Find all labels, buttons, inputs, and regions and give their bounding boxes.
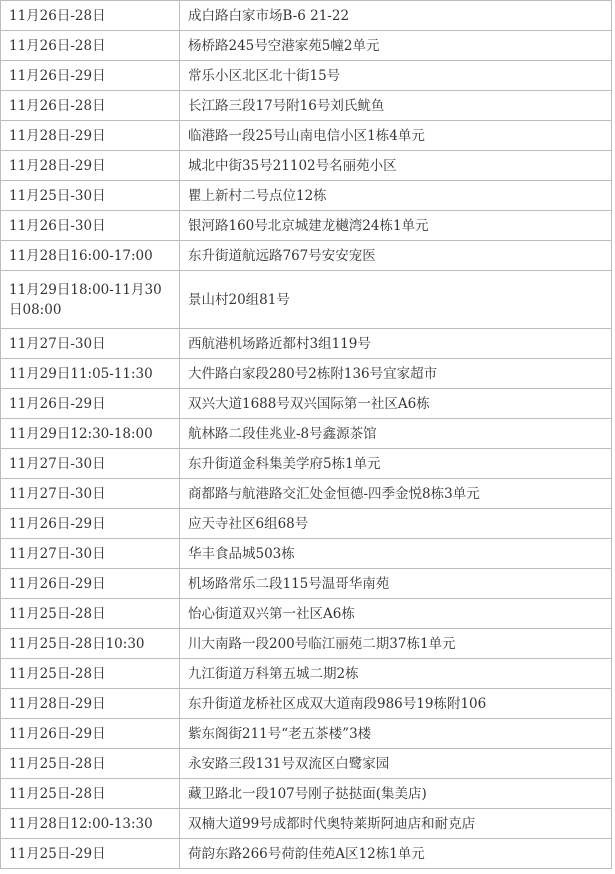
place-cell: 藏卫路北一段107号刚子挞挞面(集美店) <box>180 779 612 809</box>
date-cell: 11月29日18:00-11月30日08:00 <box>1 271 180 329</box>
place-cell: 银河路160号北京城建龙樾湾24栋1单元 <box>180 211 612 241</box>
date-cell: 11月26日-28日 <box>1 1 180 31</box>
place-cell: 成白路白家市场B-6 21-22 <box>180 1 612 31</box>
table-row <box>1 689 612 719</box>
date-cell: 11月27日-30日 <box>1 539 180 569</box>
date-cell: 11月25日-28日 <box>1 779 180 809</box>
place-cell: 大件路白家段280号2栋附136号宜家超市 <box>180 359 612 389</box>
date-cell: 11月28日-29日 <box>1 689 180 719</box>
place-cell: 应天寺社区6组68号 <box>180 509 612 539</box>
table-row <box>1 1 612 31</box>
place-cell: 杨桥路245号空港家苑5幢2单元 <box>180 31 612 61</box>
place-cell: 瞿上新村二号点位12栋 <box>180 181 612 211</box>
table-row <box>1 749 612 779</box>
date-cell: 11月26日-29日 <box>1 61 180 91</box>
place-cell: 川大南路一段200号临江丽苑二期37栋1单元 <box>180 629 612 659</box>
place-cell: 怡心街道双兴第一社区A6栋 <box>180 599 612 629</box>
table-row <box>1 31 612 61</box>
table-row <box>1 659 612 689</box>
place-cell: 荷韵东路266号荷韵佳苑A区12栋1单元 <box>180 839 612 869</box>
table-row <box>1 719 612 749</box>
date-cell: 11月29日12:30-18:00 <box>1 419 180 449</box>
place-cell: 机场路常乐二段115号温哥华南苑 <box>180 569 612 599</box>
date-cell: 11月26日-28日 <box>1 91 180 121</box>
place-cell: 临港路一段25号山南电信小区1栋4单元 <box>180 121 612 151</box>
date-cell: 11月26日-29日 <box>1 389 180 419</box>
table-row <box>1 61 612 91</box>
date-cell: 11月26日-29日 <box>1 719 180 749</box>
place-cell: 东升街道龙桥社区成双大道南段986号19栋附106 <box>180 689 612 719</box>
table-row <box>1 121 612 151</box>
date-cell: 11月27日-30日 <box>1 449 180 479</box>
table-row <box>1 181 612 211</box>
table-row <box>1 809 612 839</box>
date-cell: 11月25日-29日 <box>1 839 180 869</box>
table-row <box>1 539 612 569</box>
date-cell: 11月26日-29日 <box>1 509 180 539</box>
table-row <box>1 629 612 659</box>
place-cell: 西航港机场路近都村3组119号 <box>180 329 612 359</box>
table-row <box>1 271 612 329</box>
table-row <box>1 151 612 181</box>
date-cell: 11月28日12:00-13:30 <box>1 809 180 839</box>
table-row <box>1 509 612 539</box>
date-cell: 11月26日-29日 <box>1 569 180 599</box>
place-cell: 紫东阁街211号“老五茶楼”3楼 <box>180 719 612 749</box>
table-row <box>1 389 612 419</box>
table-row <box>1 599 612 629</box>
date-cell: 11月27日-30日 <box>1 329 180 359</box>
table-row <box>1 91 612 121</box>
table-row <box>1 479 612 509</box>
date-cell: 11月25日-28日 <box>1 659 180 689</box>
table-row <box>1 359 612 389</box>
date-cell: 11月25日-30日 <box>1 181 180 211</box>
date-cell: 11月26日-30日 <box>1 211 180 241</box>
table-row <box>1 779 612 809</box>
date-cell: 11月26日-28日 <box>1 31 180 61</box>
table-row <box>1 419 612 449</box>
place-cell: 城北中街35号21102号名丽苑小区 <box>180 151 612 181</box>
table-row <box>1 839 612 869</box>
place-cell: 双楠大道99号成都时代奥特莱斯阿迪店和耐克店 <box>180 809 612 839</box>
table-row <box>1 211 612 241</box>
place-cell: 东升街道金科集美学府5栋1单元 <box>180 449 612 479</box>
schedule-body <box>1 1 612 869</box>
place-cell: 商都路与航港路交汇处金恒德-四季金悦8栋3单元 <box>180 479 612 509</box>
table-row <box>1 569 612 599</box>
place-cell: 东升街道航远路767号安安宠医 <box>180 241 612 271</box>
date-cell: 11月25日-28日 <box>1 599 180 629</box>
date-cell: 11月28日16:00-17:00 <box>1 241 180 271</box>
place-cell: 景山村20组81号 <box>180 271 612 329</box>
place-cell: 九江街道万科第五城二期2栋 <box>180 659 612 689</box>
date-cell: 11月29日11:05-11:30 <box>1 359 180 389</box>
place-cell: 长江路三段17号附16号刘氏鱿鱼 <box>180 91 612 121</box>
table-row <box>1 449 612 479</box>
place-cell: 常乐小区北区北十街15号 <box>180 61 612 91</box>
date-cell: 11月25日-28日10:30 <box>1 629 180 659</box>
place-cell: 双兴大道1688号双兴国际第一社区A6栋 <box>180 389 612 419</box>
table-row <box>1 329 612 359</box>
table-row <box>1 241 612 271</box>
date-cell: 11月28日-29日 <box>1 121 180 151</box>
date-cell: 11月25日-28日 <box>1 749 180 779</box>
place-cell: 永安路三段131号双流区白鹭家园 <box>180 749 612 779</box>
place-cell: 华丰食品城503栋 <box>180 539 612 569</box>
place-cell: 航林路二段佳兆业-8号鑫源茶馆 <box>180 419 612 449</box>
date-cell: 11月28日-29日 <box>1 151 180 181</box>
date-cell: 11月27日-30日 <box>1 479 180 509</box>
